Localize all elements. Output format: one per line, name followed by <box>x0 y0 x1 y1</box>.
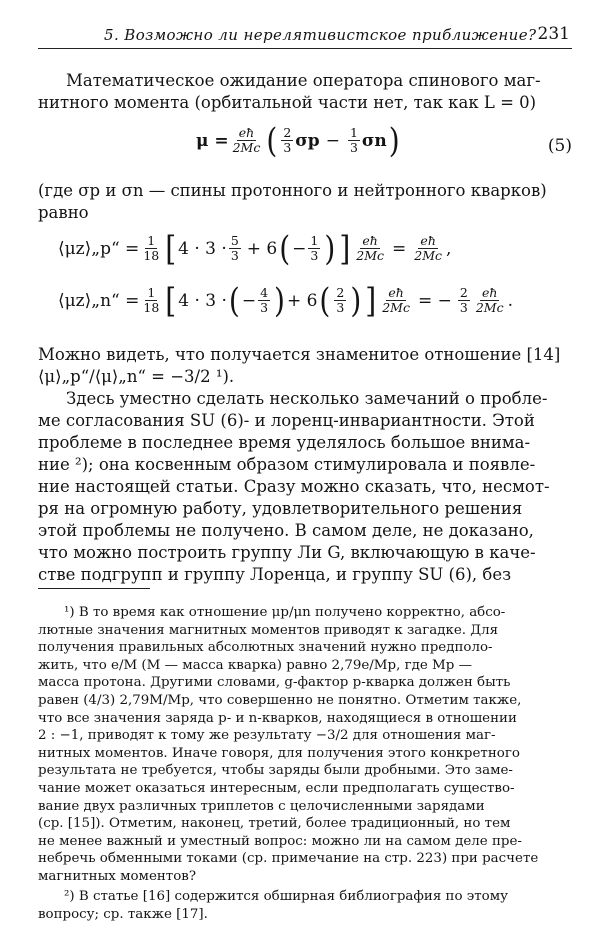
fraction: $\frac{5}{3}$ <box>230 233 239 263</box>
footnote-line: чание может оказаться интересным, если предполагать существо- <box>38 780 515 796</box>
text-line: ние настоящей статьи. Сразу можно сказать, что, несмот- <box>38 477 550 496</box>
footnote-line: получения правильных абсолютных значений нужно предполо- <box>38 640 493 656</box>
fraction: $\frac{eħ}{2Mc}$ <box>232 125 261 155</box>
fraction: $\frac{2}{3}$ <box>283 125 292 155</box>
footnote-line: ²) В статье [16] содержится обширная библиография по этому <box>64 889 509 904</box>
text-line: этой проблемы не получено. В самом деле, не доказано, <box>38 521 534 540</box>
equation-number: (5) <box>547 136 572 156</box>
body-text <box>38 344 572 586</box>
operator: − <box>241 290 257 311</box>
term: 4 · 3 · <box>178 290 227 311</box>
fraction: $\frac{4}{3}$ <box>260 285 269 315</box>
footnote-line: жить, что e/M (M — масса кварка) равно 2,79e/Mp, где Mp — <box>38 657 472 673</box>
equation-5 <box>196 120 402 160</box>
text-line: равно <box>38 203 89 222</box>
footnote-1 <box>38 604 570 886</box>
left-paren: ( <box>228 280 240 320</box>
operator: = − <box>417 290 452 311</box>
text-line: ме согласования SU (6)- и лоренц-инвариантности. Этой <box>38 411 535 430</box>
operator: − <box>292 238 307 259</box>
sigma-p: σp <box>295 130 320 151</box>
left-bracket: [ <box>165 228 177 268</box>
footnote-line: (ср. [15]). Отметим, наконец, третий, более традиционный, но тем <box>38 816 511 832</box>
equation-mu-n <box>58 280 513 320</box>
text-line: нитного момента (орбитальной части нет, так как L = 0) <box>38 93 537 112</box>
equation-lhs: ⟨μz⟩„p“ = <box>58 238 140 259</box>
footnote-line: вание двух различных триплетов с целочисленными зарядами <box>38 798 485 814</box>
text-line: стве подгрупп и группу Лоренца, и группу SU (6), без <box>38 565 512 584</box>
term: + 6 <box>246 238 278 259</box>
left-paren: ( <box>319 280 331 320</box>
footnote-line: нитных моментов. Иначе говоря, для получения этого конкретного <box>38 745 520 761</box>
operator: − <box>325 130 340 151</box>
left-paren: ( <box>279 228 291 268</box>
fraction: $\frac{eħ}{2Mc}$ <box>475 285 504 315</box>
right-paren: ) <box>388 120 400 160</box>
running-header <box>38 22 572 49</box>
footnote-line: лютные значения магнитных моментов приводят к загадке. Для <box>38 622 499 638</box>
footnote-line: не менее важный и уместный вопрос: можно ли на самом деле пре- <box>38 833 522 849</box>
equation-mu-p <box>58 228 452 268</box>
text-line: что можно построить группу Ли G, включающую в каче- <box>38 543 536 562</box>
text-line: проблеме в последнее время уделялось большое внима- <box>38 433 531 452</box>
fraction: $\frac{2}{3}$ <box>336 285 345 315</box>
footnote-line: масса протона. Другими словами, g-фактор p-кварка должен быть <box>38 675 511 691</box>
fraction: $\frac{eħ}{2Mc}$ <box>356 233 385 263</box>
footnote-rule <box>38 588 150 589</box>
page-number: 231 <box>537 24 570 44</box>
footnote-line: вопросу; ср. также [17]. <box>38 906 208 922</box>
fraction: $\frac{eħ}{2Mc}$ <box>382 285 410 315</box>
footnote-line: небречь обменными токами (ср. примечание на стр. 223) при расчете <box>38 851 539 867</box>
equation-lhs: ⟨μz⟩„n“ = <box>58 290 140 311</box>
punctuation: . <box>507 290 513 311</box>
text-line: ⟨μ⟩„p“/⟨μ⟩„n“ = −3/2 ¹). <box>38 367 235 386</box>
footnote-line: ¹) В то время как отношение μp/μn получено корректно, абсо- <box>64 605 506 620</box>
footnote-line: результата не требуется, чтобы заряды были дробными. Это заме- <box>38 763 513 779</box>
where-paragraph <box>38 180 572 224</box>
footnote-line: что все значения заряда p- и n-кварков, находящиеся в отношении <box>38 710 517 726</box>
footnote-line: 2 : −1, приводят к тому же результату −3/2 для отношения маг- <box>38 728 496 744</box>
text-line: Здесь уместно сделать несколько замечаний о пробле- <box>66 389 548 408</box>
section-title: 5. Возможно ли нерелятивистское приближение? <box>104 26 537 44</box>
right-bracket: ] <box>365 280 377 320</box>
text-line: Математическое ожидание оператора спинового маг- <box>66 71 541 90</box>
fraction: $\frac{1}{18}$ <box>143 285 160 315</box>
term: + 6 <box>286 290 318 311</box>
footnote-2 <box>38 888 570 923</box>
fraction: $\frac{eħ}{2Mc}$ <box>414 233 443 263</box>
right-paren: ) <box>350 280 362 320</box>
fraction: $\frac{1}{3}$ <box>349 125 358 155</box>
text-line: Можно видеть, что получается знаменитое отношение [14] <box>38 345 561 364</box>
operator: = <box>392 238 407 259</box>
sigma-n: σn <box>361 130 387 151</box>
right-paren: ) <box>324 228 336 268</box>
right-paren: ) <box>274 280 285 320</box>
left-bracket: [ <box>165 280 177 320</box>
fraction: $\frac{1}{18}$ <box>143 233 160 263</box>
punctuation: , <box>446 238 452 259</box>
text-line: ние ²); она косвенным образом стимулировала и появле- <box>38 455 536 474</box>
left-paren: ( <box>266 120 278 160</box>
text-line: (где σp и σn — спины протонного и нейтронного кварков) <box>38 181 547 200</box>
fraction: $\frac{2}{3}$ <box>459 285 468 315</box>
text-line: ря на огромную работу, удовлетворительного решения <box>38 499 523 518</box>
footnote-line: магнитных моментов? <box>38 868 196 884</box>
fraction: $\frac{1}{3}$ <box>310 233 319 263</box>
intro-paragraph <box>38 70 572 114</box>
equation-lhs: μ = <box>196 130 229 151</box>
term: 4 · 3 · <box>178 238 227 259</box>
footnote-line: равен (4/3) 2,79M/Mp, что совершенно не понятно. Отметим также, <box>38 692 522 708</box>
right-bracket: ] <box>339 228 351 268</box>
